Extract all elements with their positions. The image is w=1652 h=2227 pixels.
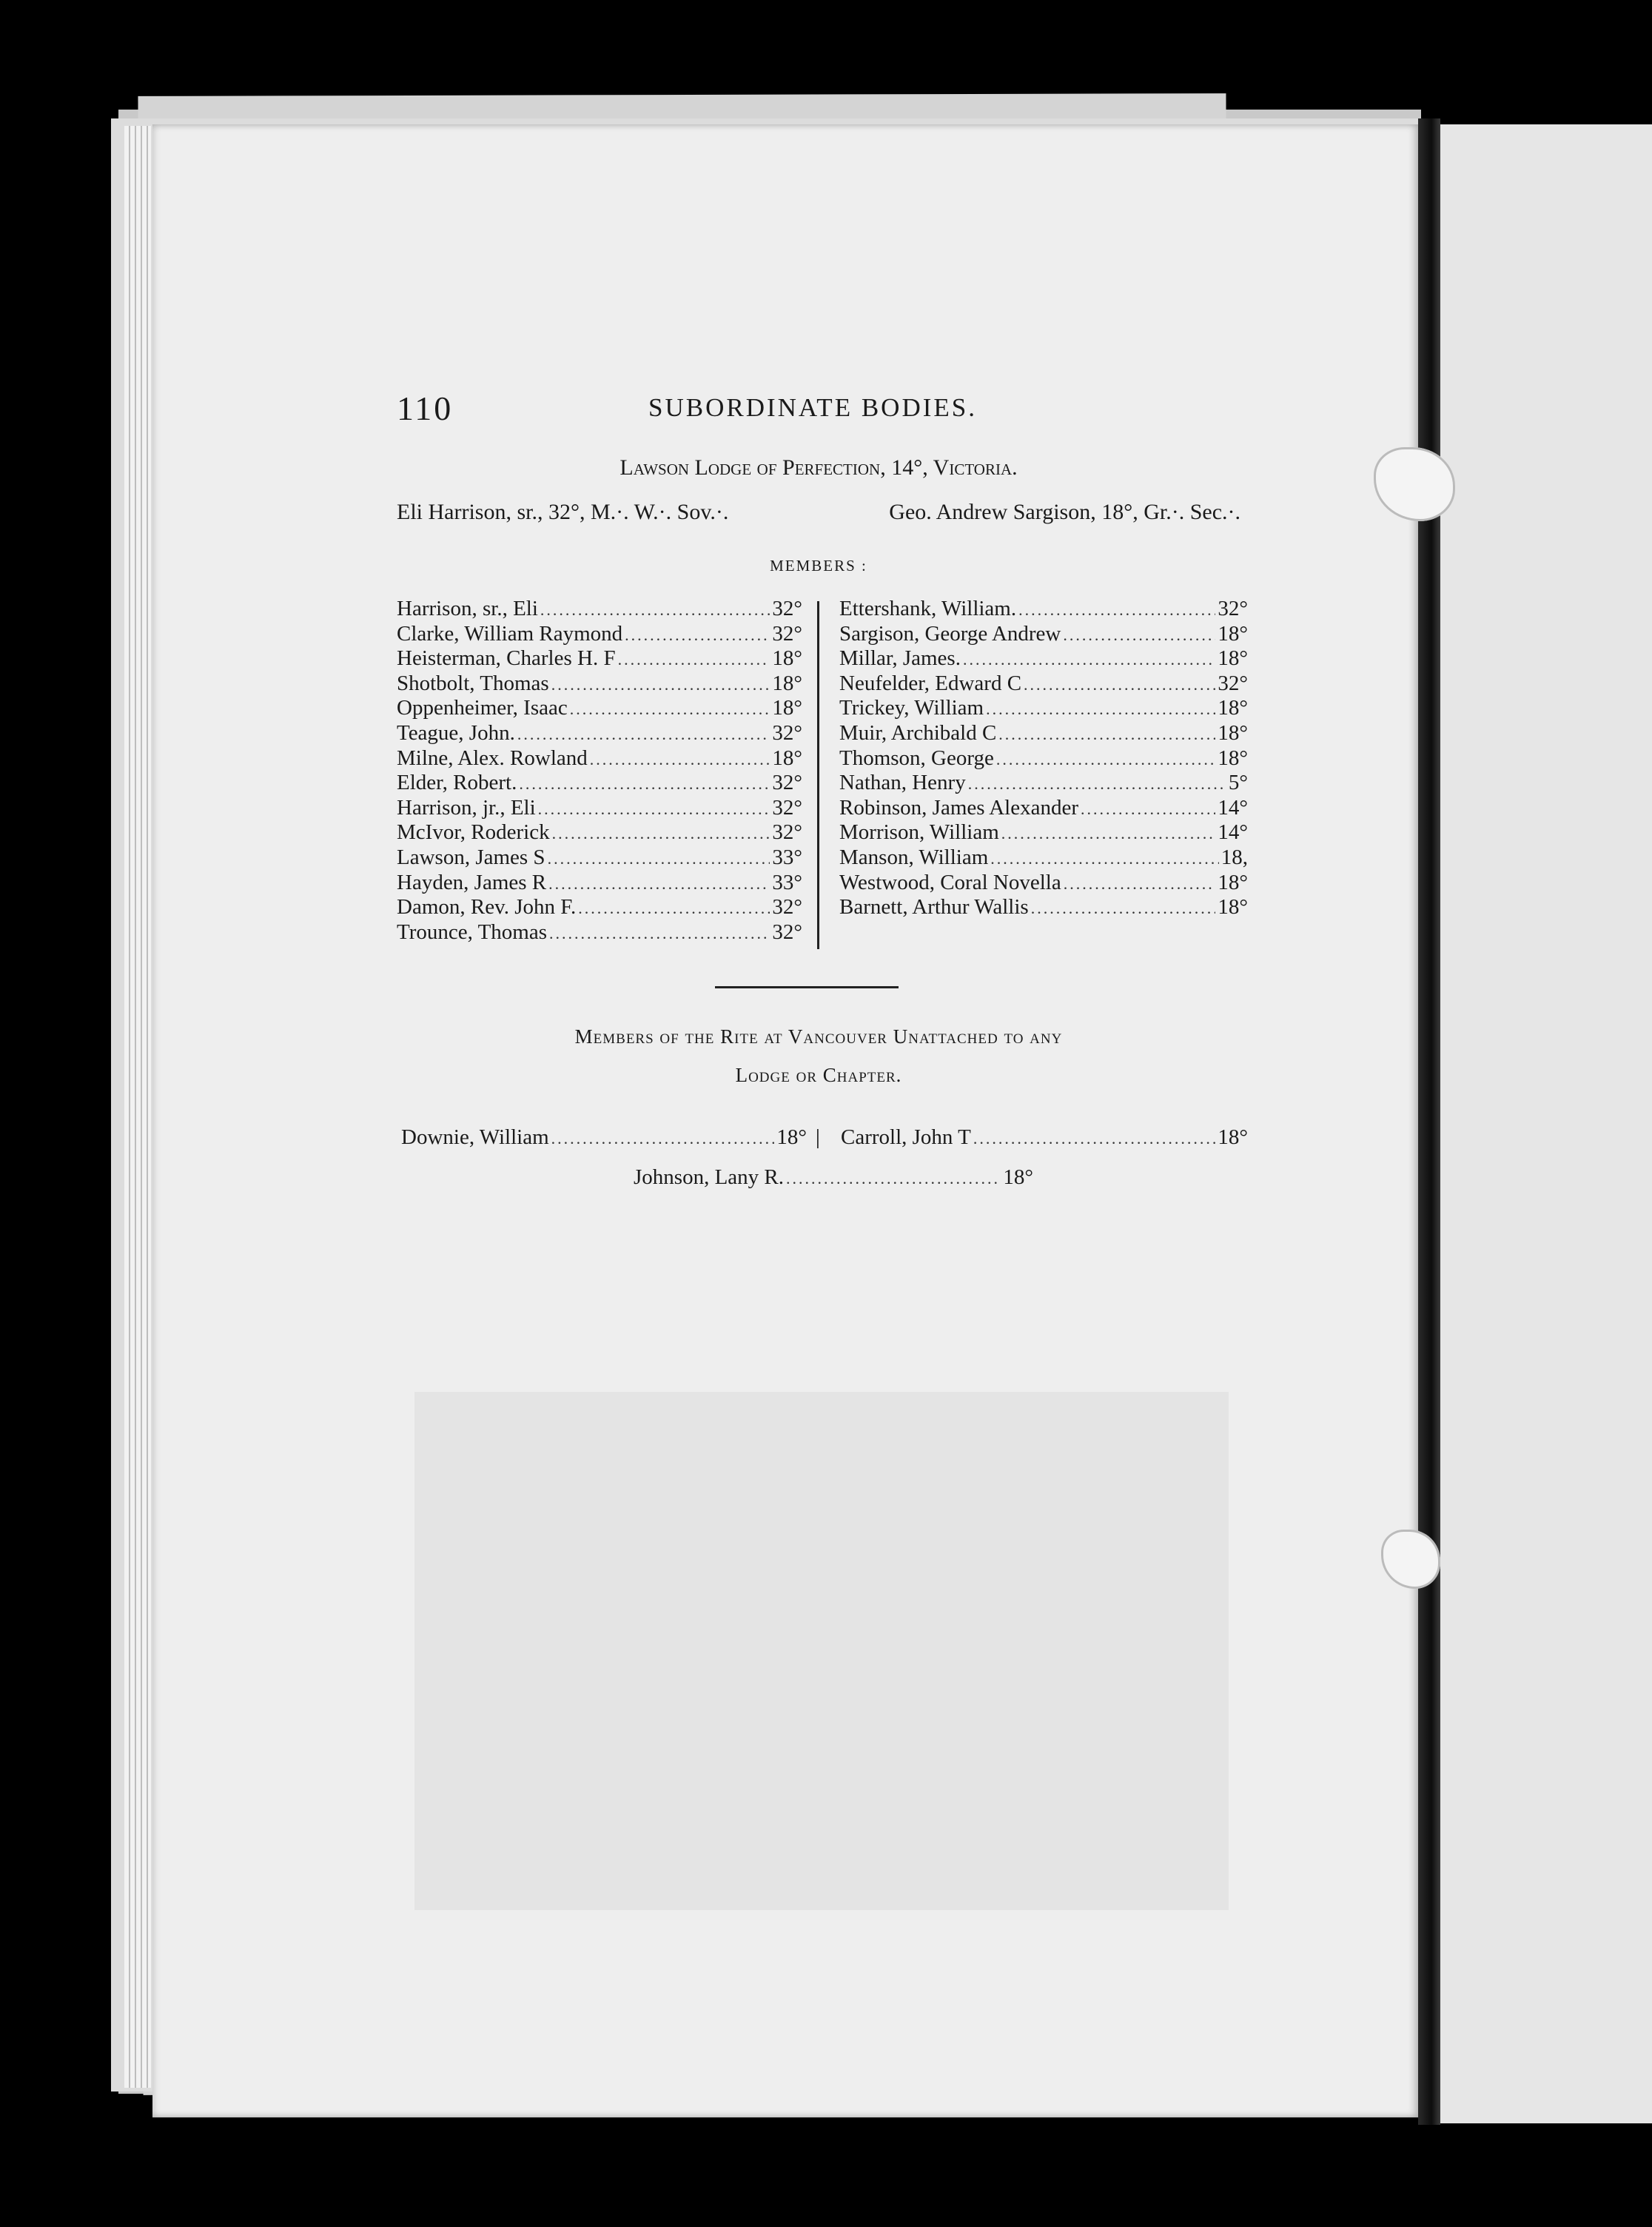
member-entry: [397, 771, 802, 796]
leader-dots: [618, 647, 770, 672]
leader-dots: [538, 797, 770, 822]
member-name: Teague, John.: [397, 720, 515, 745]
member-degree: 32°: [1218, 671, 1248, 695]
leader-dots: [1081, 797, 1215, 822]
leader-dots: [968, 771, 1226, 797]
member-entry: [839, 597, 1248, 622]
member-degree: 32°: [772, 720, 802, 745]
leader-dots: [990, 846, 1218, 871]
leader-dots: [973, 1129, 1216, 1148]
entry-separator: |: [816, 1125, 820, 1149]
unattached-member-left: [401, 1125, 807, 1150]
member-entry: [839, 796, 1248, 821]
members-left-column: [397, 597, 802, 945]
member-name: Neufelder, Edward C: [839, 671, 1022, 695]
member-degree: 18°: [1218, 746, 1248, 770]
member-degree: 32°: [1218, 597, 1248, 620]
member-degree: 32°: [772, 597, 802, 620]
member-name: Shotbolt, Thomas: [397, 671, 549, 695]
leader-dots: [519, 771, 770, 797]
page-edges: [124, 126, 151, 2088]
member-degree: 33°: [772, 870, 802, 894]
member-degree: 18°: [1218, 696, 1248, 720]
leader-dots: [1031, 896, 1216, 921]
member-name: Sargison, George Andrew: [839, 621, 1061, 646]
member-degree: 18°: [776, 1125, 807, 1149]
member-entry: [839, 696, 1248, 721]
member-name: Damon, Rev. John F.: [397, 895, 577, 920]
member-name: Morrison, William: [839, 820, 999, 845]
member-name: Harrison, sr., Eli: [397, 597, 538, 620]
officer-secretary: Geo. Andrew Sargison, 18°, Gr.·. Sec.·.: [889, 500, 1240, 524]
member-name: Barnett, Arthur Wallis: [839, 895, 1029, 920]
leader-dots: [552, 821, 770, 846]
member-name: Lawson, James S: [397, 845, 545, 869]
member-entry: [397, 672, 802, 697]
member-degree: 18°: [772, 696, 802, 720]
member-name: Muir, Archibald C: [839, 720, 997, 745]
leader-dots: [548, 871, 770, 897]
member-degree: 18°: [1218, 895, 1248, 920]
member-name: Heisterman, Charles H. F: [397, 646, 616, 671]
unattached-member-center: [634, 1165, 1033, 1190]
page-header: [397, 389, 1240, 433]
member-degree: 18°: [1218, 646, 1248, 671]
member-name: Oppenheimer, Isaac: [397, 696, 568, 720]
member-name: Milne, Alex. Rowland: [397, 746, 588, 770]
member-name: Harrison, jr., Eli: [397, 795, 536, 820]
member-name: Clarke, William Raymond: [397, 621, 623, 646]
column-divider: [817, 601, 819, 949]
member-name: Thomson, George: [839, 746, 994, 770]
member-entry: [839, 845, 1248, 871]
members-label: MEMBERS :: [770, 557, 867, 575]
member-name: Downie, William: [401, 1125, 549, 1149]
member-entry: [839, 646, 1248, 672]
member-degree: 14°: [1218, 820, 1248, 845]
member-entry: [397, 920, 802, 945]
member-entry: [397, 845, 802, 871]
member-degree: 32°: [772, 795, 802, 820]
member-name: Trounce, Thomas: [397, 920, 547, 944]
unattached-title-line1: Members of the Rite at Vancouver Unattached to any: [574, 1025, 1063, 1048]
member-entry: [397, 646, 802, 672]
lodge-title: Lawson Lodge of Perfection, 14°, Victoria.: [620, 455, 1018, 480]
member-entry: [839, 721, 1248, 746]
officer-sovereign: Eli Harrison, sr., 32°, M.·. W.·. Sov.·.: [397, 500, 729, 524]
member-name: McIvor, Roderick: [397, 820, 550, 845]
bleed-through: [414, 1392, 1229, 1910]
member-name: Westwood, Coral Novella: [839, 870, 1061, 894]
member-degree: 18,: [1220, 845, 1248, 869]
leader-dots: [1063, 623, 1215, 648]
leader-dots: [578, 896, 770, 921]
member-name: Manson, William: [839, 845, 989, 869]
leader-dots: [986, 697, 1215, 722]
member-degree: 14°: [1218, 795, 1248, 820]
leader-dots: [548, 846, 770, 871]
member-entry: [839, 820, 1248, 845]
member-entry: [397, 871, 802, 896]
leader-dots: [998, 722, 1215, 747]
member-degree: 18°: [1218, 720, 1248, 745]
leader-dots: [786, 1169, 1001, 1188]
member-name: Hayden, James R: [397, 870, 547, 894]
member-name: Elder, Robert.: [397, 771, 517, 795]
member-name: Millar, James.: [839, 646, 961, 671]
member-entry: [397, 721, 802, 746]
leader-dots: [963, 647, 1215, 672]
leader-dots: [996, 747, 1216, 772]
member-entry: [397, 820, 802, 845]
facing-page: [1440, 124, 1652, 2123]
member-entry: [397, 696, 802, 721]
member-degree: 18°: [772, 646, 802, 671]
page-number: 110: [397, 389, 454, 427]
member-name: Johnson, Lany R.: [634, 1165, 784, 1189]
member-name: Nathan, Henry: [839, 771, 966, 795]
running-head: SUBORDINATE BODIES.: [648, 393, 977, 422]
member-degree: 18°: [772, 671, 802, 695]
member-degree: 32°: [772, 895, 802, 920]
leader-dots: [590, 747, 770, 772]
leader-dots: [549, 921, 770, 946]
member-entry: [839, 746, 1248, 771]
member-entry: [839, 895, 1248, 920]
unattached-title-line2: Lodge or Chapter.: [735, 1064, 902, 1086]
member-degree: 18°: [1218, 621, 1248, 646]
member-entry: [397, 622, 802, 647]
leader-dots: [1018, 597, 1215, 623]
member-name: Ettershank, William.: [839, 597, 1017, 620]
leader-dots: [540, 597, 770, 623]
member-entry: [397, 796, 802, 821]
unattached-member-right: [841, 1125, 1248, 1150]
member-degree: 32°: [772, 771, 802, 795]
member-name: Trickey, William: [839, 696, 984, 720]
member-degree: 5°: [1228, 771, 1248, 795]
member-degree: 18°: [1003, 1165, 1033, 1189]
member-degree: 32°: [772, 621, 802, 646]
member-degree: 33°: [772, 845, 802, 869]
leader-dots: [1001, 821, 1216, 846]
leader-dots: [551, 672, 770, 697]
section-rule: [715, 986, 899, 988]
leader-dots: [570, 697, 770, 722]
leader-dots: [517, 722, 770, 747]
leader-dots: [551, 1129, 775, 1148]
members-right-column: [839, 597, 1248, 920]
leader-dots: [1064, 871, 1216, 897]
member-degree: 18°: [772, 746, 802, 770]
member-entry: [839, 871, 1248, 896]
member-entry: [397, 597, 802, 622]
member-degree: 18°: [1218, 870, 1248, 894]
member-entry: [397, 746, 802, 771]
member-name: Robinson, James Alexander: [839, 795, 1078, 820]
member-degree: 18°: [1218, 1125, 1248, 1149]
leader-dots: [625, 623, 770, 648]
book-gutter: [1418, 118, 1440, 2125]
member-entry: [839, 672, 1248, 697]
member-name: Carroll, John T: [841, 1125, 971, 1149]
member-entry: [839, 622, 1248, 647]
member-entry: [397, 895, 802, 920]
member-degree: 32°: [772, 920, 802, 944]
member-entry: [839, 771, 1248, 796]
member-degree: 32°: [772, 820, 802, 845]
leader-dots: [1024, 672, 1215, 697]
